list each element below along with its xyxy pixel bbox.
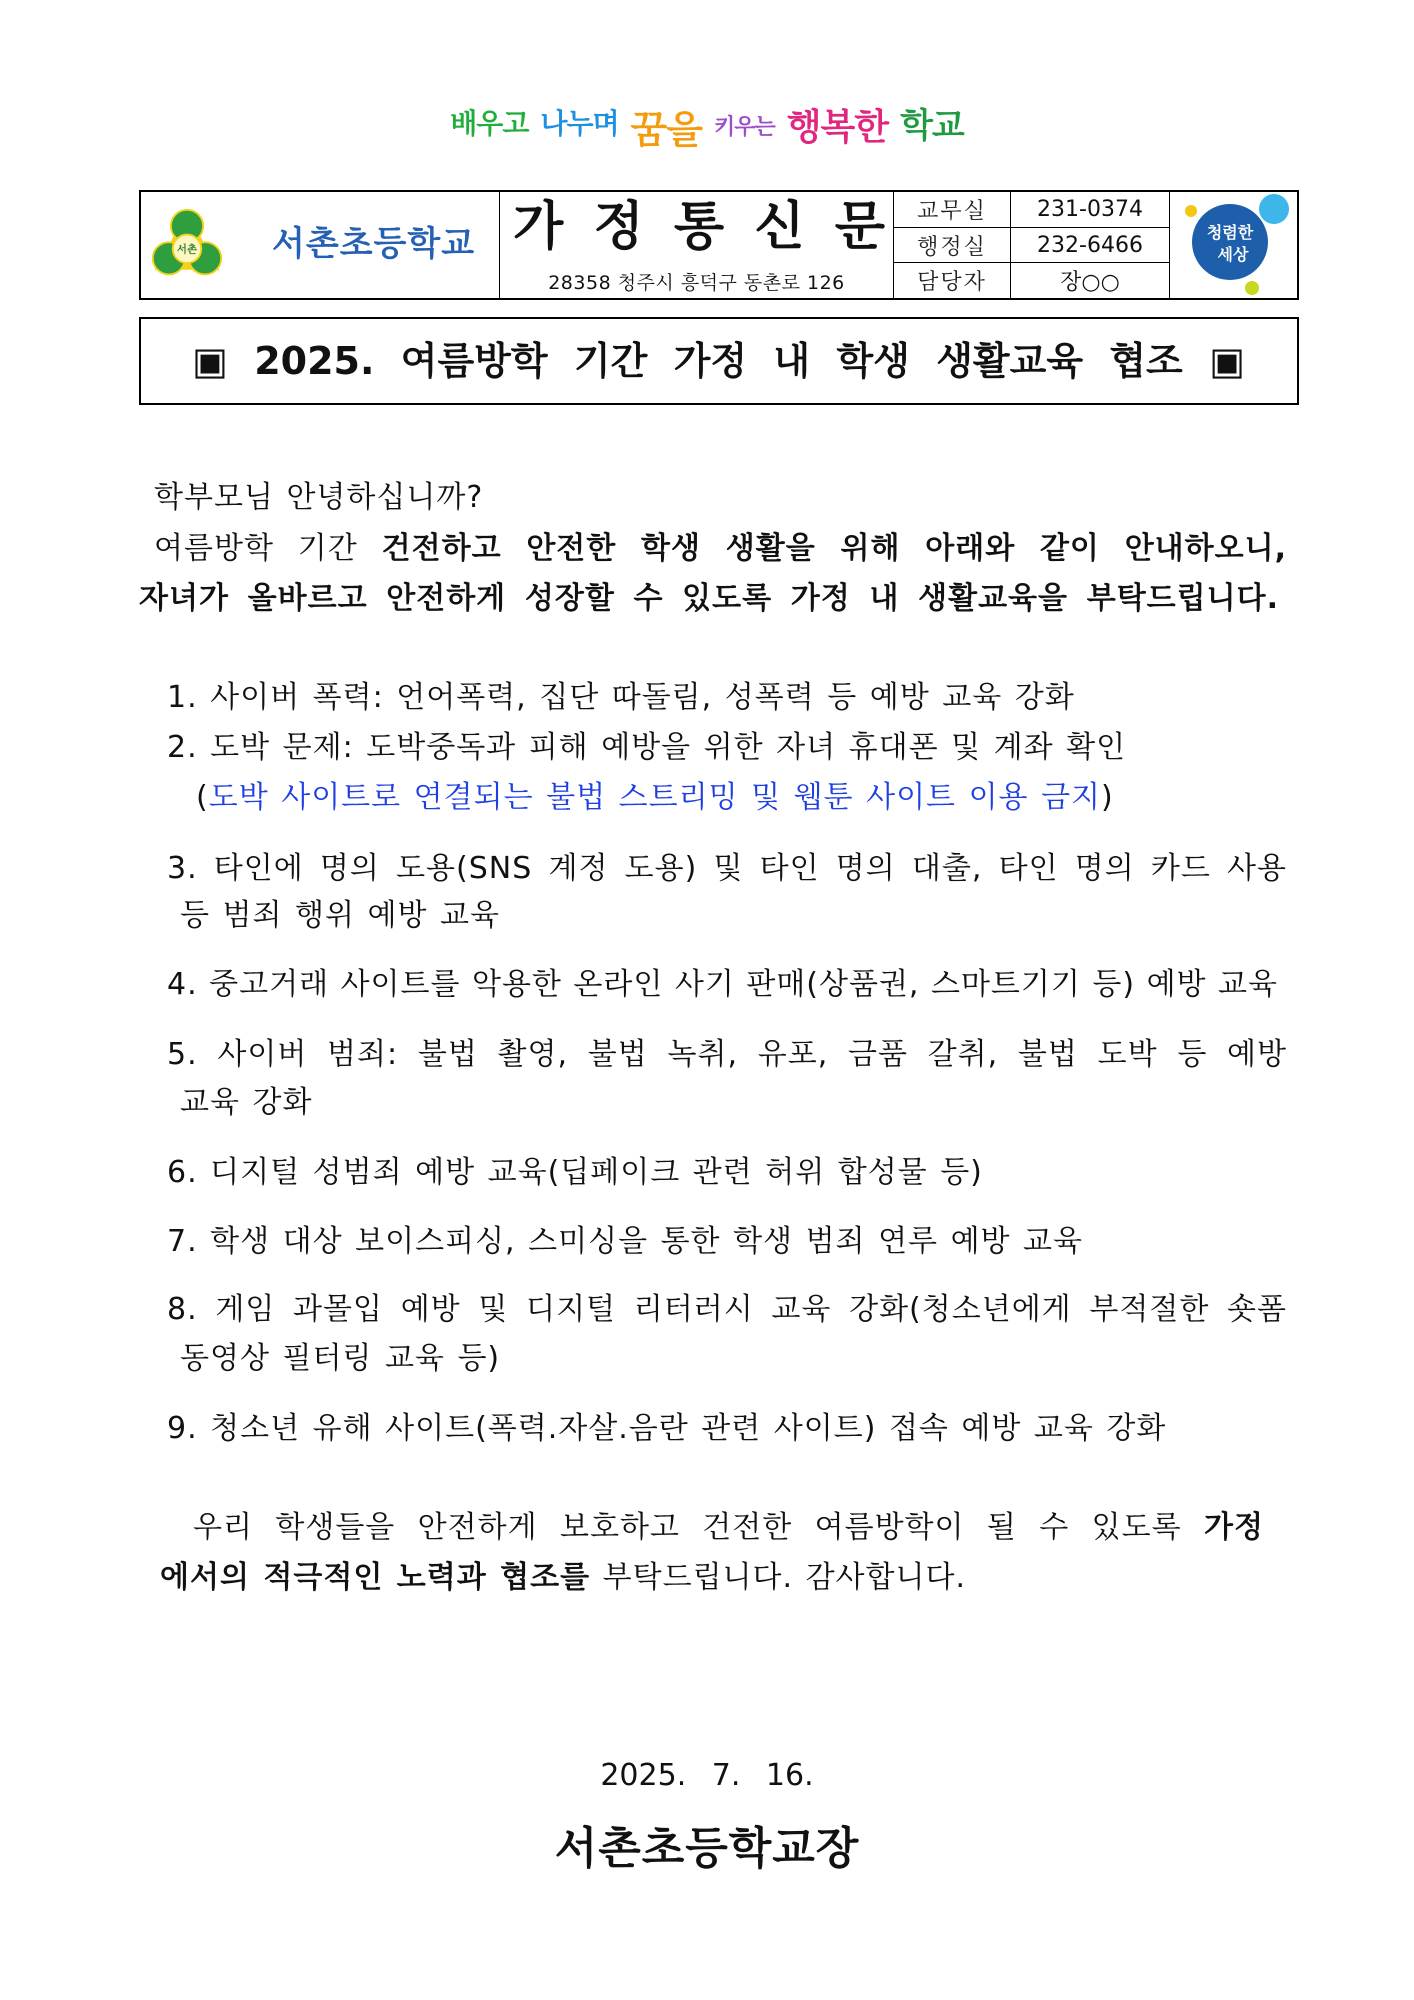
intro-line-2: 자녀가 올바르고 안전하게 성장할 수 있도록 가정 내 생활교육을 부탁드립니다. — [139, 581, 1279, 616]
slogan-word: 키우는 — [713, 114, 775, 140]
intro-emphasis: 건전하고 안전한 학생 생활을 위해 아래와 같이 안내하오니, — [381, 531, 1287, 566]
list-item-3: 3. 타인에 명의 도용(SNS 계정 도용) 및 타인 명의 대출, 타인 명의 카드 사용 — [167, 851, 1287, 886]
list-item-5: 5. 사이버 범죄: 불법 촬영, 불법 녹취, 유포, 금품 갈취, 불법 도박 등 예방 — [167, 1037, 1287, 1072]
slogan-word: 꿈을 — [630, 107, 702, 152]
list-item-2-note — [196, 778, 1114, 818]
newsletter-title: 가 정 통 신 문 — [513, 197, 885, 257]
integrity-logo-icon — [1170, 192, 1297, 298]
intro-lead: 여름방학 기간 — [154, 531, 358, 566]
newsletter-header-table — [139, 190, 1299, 300]
intro-line-1 — [154, 529, 1287, 569]
list-item-8-continued: 동영상 필터링 교육 등) — [180, 1341, 501, 1376]
principal-signature: 서촌초등학교장 — [554, 1823, 860, 1874]
list-item-6: 6. 디지털 성범죄 예방 교육(딥페이크 관련 허위 합성물 등) — [167, 1155, 983, 1190]
contact-value: 장○○ — [1060, 270, 1120, 296]
closing-line-2 — [160, 1558, 966, 1598]
list-item-2: 2. 도박 문제: 도박중독과 피해 예방을 위한 자녀 휴대폰 및 계좌 확인 — [167, 730, 1127, 765]
note-close: ) — [1101, 780, 1114, 815]
school-address: 28358 청주시 흥덕구 동촌로 126 — [548, 272, 845, 294]
integrity-logo-text: 청렴한 — [1206, 223, 1254, 242]
list-item-7: 7. 학생 대상 보이스피싱, 스미싱을 통한 학생 범죄 연루 예방 교육 — [167, 1224, 1084, 1259]
contact-labels — [894, 192, 1011, 298]
school-slogan — [0, 96, 1414, 152]
list-item-1: 1. 사이버 폭력: 언어폭력, 집단 따돌림, 성폭력 등 예방 교육 강화 — [167, 680, 1075, 715]
list-item-5-continued: 교육 강화 — [180, 1085, 313, 1120]
slogan-word: 배우고 — [450, 107, 529, 140]
integrity-logo-text: 세상 — [1217, 245, 1249, 264]
contact-values — [1011, 192, 1170, 298]
contact-label: 담당자 — [917, 270, 987, 296]
school-name: 서촌초등학교 — [272, 224, 476, 264]
integrity-logo-cell — [1170, 192, 1297, 298]
issue-date: 2025. 7. 16. — [600, 1758, 814, 1793]
list-item-8: 8. 게임 과몰입 예방 및 디지털 리터러시 교육 강화(청소년에게 부적절한 숏폼 — [167, 1292, 1287, 1327]
slogan-word: 나누며 — [540, 107, 619, 140]
school-emblem-icon — [149, 207, 225, 283]
note-open: ( — [196, 780, 209, 815]
list-item-4: 4. 중고거래 사이트를 악용한 온라인 사기 판매(상품권, 스마트기기 등) 예방 교육 — [167, 967, 1278, 1002]
contact-label: 행정실 — [894, 228, 1010, 264]
notice-title: ▣ 2025. 여름방학 기간 가정 내 학생 생활교육 협조 ▣ — [192, 339, 1245, 383]
contact-value: 232-6466 — [1011, 228, 1169, 264]
school-logo-cell — [141, 192, 500, 298]
contact-value: 231-0374 — [1011, 192, 1169, 228]
closing-text: 우리 학생들을 안전하게 보호하고 건전한 여름방학이 될 수 있도록 — [193, 1510, 1182, 1545]
slogan-word: 행복한 — [786, 106, 889, 148]
closing-line-1 — [193, 1508, 1264, 1548]
newsletter-title-cell — [500, 192, 894, 298]
slogan-word: 학교 — [900, 105, 964, 146]
greeting: 학부모님 안녕하십니까? — [154, 480, 484, 515]
list-item-3-continued: 등 범죄 행위 예방 교육 — [180, 898, 500, 933]
notice-title-box — [139, 317, 1299, 405]
list-item-9: 9. 청소년 유해 사이트(폭력.자살.음란 관련 사이트) 접속 예방 교육 강화 — [167, 1411, 1167, 1446]
closing-text: 부탁드립니다. 감사합니다. — [602, 1560, 967, 1595]
contact-label: 교무실 — [894, 192, 1010, 228]
closing-emphasis: 에서의 적극적인 노력과 협조를 — [160, 1560, 591, 1595]
emblem-text: 서촌 — [176, 243, 198, 256]
note-text: 도박 사이트로 연결되는 불법 스트리밍 및 웹툰 사이트 이용 금지 — [208, 780, 1102, 815]
closing-emphasis: 가정 — [1204, 1510, 1264, 1545]
